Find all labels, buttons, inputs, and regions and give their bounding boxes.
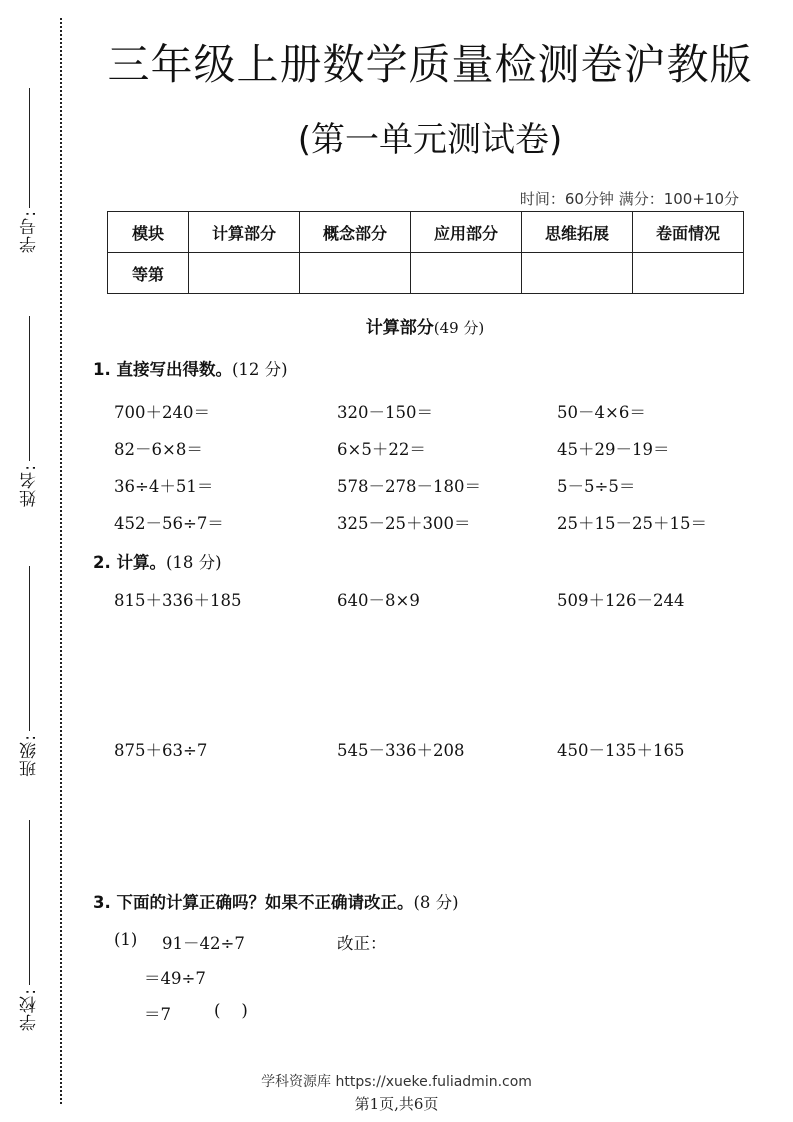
- binding-dotted-line: [60, 18, 62, 1104]
- score-table-grade-row: [108, 253, 744, 294]
- q3-heading: [93, 889, 459, 913]
- class-label: 班级:: [20, 734, 40, 777]
- school-label: 学校:: [20, 988, 40, 1031]
- class-line: [29, 566, 30, 731]
- q3-points: (8 分): [413, 893, 459, 912]
- score-header-cell: 思维拓展: [522, 212, 633, 253]
- page-title: 三年级上册数学质量检测卷沪教版: [107, 40, 753, 89]
- q2-heading: [93, 549, 222, 573]
- page-number: 第1页,共6页: [354, 1095, 439, 1113]
- grade-row-label: 等第: [108, 253, 189, 294]
- score-table: [107, 211, 744, 294]
- student-no-label: 学号:: [20, 210, 40, 253]
- grade-cell[interactable]: [633, 253, 744, 294]
- section-points: (49 分): [433, 319, 485, 337]
- class-field: [18, 566, 42, 786]
- q3-title: 3. 下面的计算正确吗？如果不正确请改正。: [93, 893, 414, 912]
- section-title-text: 计算部分: [365, 318, 434, 338]
- school-line: [29, 820, 30, 985]
- q1-expression: 578－278－180＝: [337, 477, 481, 496]
- q1-heading: [93, 356, 288, 380]
- score-header-cell: 模块: [108, 212, 189, 253]
- q2-expression: 815＋336＋185: [114, 591, 242, 610]
- name-label: 姓名:: [20, 464, 40, 507]
- q1-expression: 25＋15－25＋15＝: [557, 514, 707, 533]
- score-header-cell: 概念部分: [300, 212, 411, 253]
- q3-item-number: (1): [114, 930, 138, 949]
- grade-cell[interactable]: [522, 253, 633, 294]
- q2-expression: 545－336＋208: [337, 741, 465, 760]
- q2-points: (18 分): [166, 553, 222, 572]
- score-header-cell: 应用部分: [411, 212, 522, 253]
- q1-expression: 82－6×8＝: [114, 440, 203, 459]
- grade-cell[interactable]: [411, 253, 522, 294]
- grade-cell[interactable]: [300, 253, 411, 294]
- q1-expression: 320－150＝: [337, 403, 433, 422]
- q3-correction-label: 改正：: [337, 934, 387, 953]
- q1-expression: 6×5＋22＝: [337, 440, 426, 459]
- source-footer: 学科资源库 https://xueke.fuliadmin.com: [261, 1074, 532, 1090]
- section-title: [0, 313, 793, 338]
- q1-expression: 5－5÷5＝: [557, 477, 636, 496]
- grade-cell[interactable]: [189, 253, 300, 294]
- page-subtitle: (第一单元测试卷): [297, 120, 563, 160]
- q2-expression: 509＋126－244: [557, 591, 685, 610]
- q2-expression: 640－8×9: [337, 591, 420, 610]
- q1-expression: 50－4×6＝: [557, 403, 646, 422]
- score-table-header-row: [108, 212, 744, 253]
- q2-title: 2. 计算。: [93, 553, 166, 572]
- q1-expression: 45＋29－19＝: [557, 440, 670, 459]
- name-field: [18, 316, 42, 516]
- q1-expression: 36÷4＋51＝: [114, 477, 214, 496]
- q3-step: ＝7: [144, 1005, 171, 1024]
- q1-expression: 700＋240＝: [114, 403, 210, 422]
- time-score-info: 时间：60分钟 满分：100+10分: [519, 190, 739, 208]
- score-header-cell: 计算部分: [189, 212, 300, 253]
- q2-expression: 450－135＋165: [557, 741, 685, 760]
- q3-expression: 91－42÷7: [162, 934, 245, 953]
- q1-expression: 452－56÷7＝: [114, 514, 224, 533]
- q3-step: ＝49÷7: [144, 969, 206, 988]
- q1-title: 1. 直接写出得数。: [93, 360, 232, 379]
- score-header-cell: 卷面情况: [633, 212, 744, 253]
- q1-points: (12 分): [232, 360, 288, 379]
- school-field: [18, 820, 42, 1040]
- q2-expression: 875＋63÷7: [114, 741, 208, 760]
- q1-expression: 325－25＋300＝: [337, 514, 471, 533]
- q3-judge-blank[interactable]: ( ): [214, 1001, 248, 1020]
